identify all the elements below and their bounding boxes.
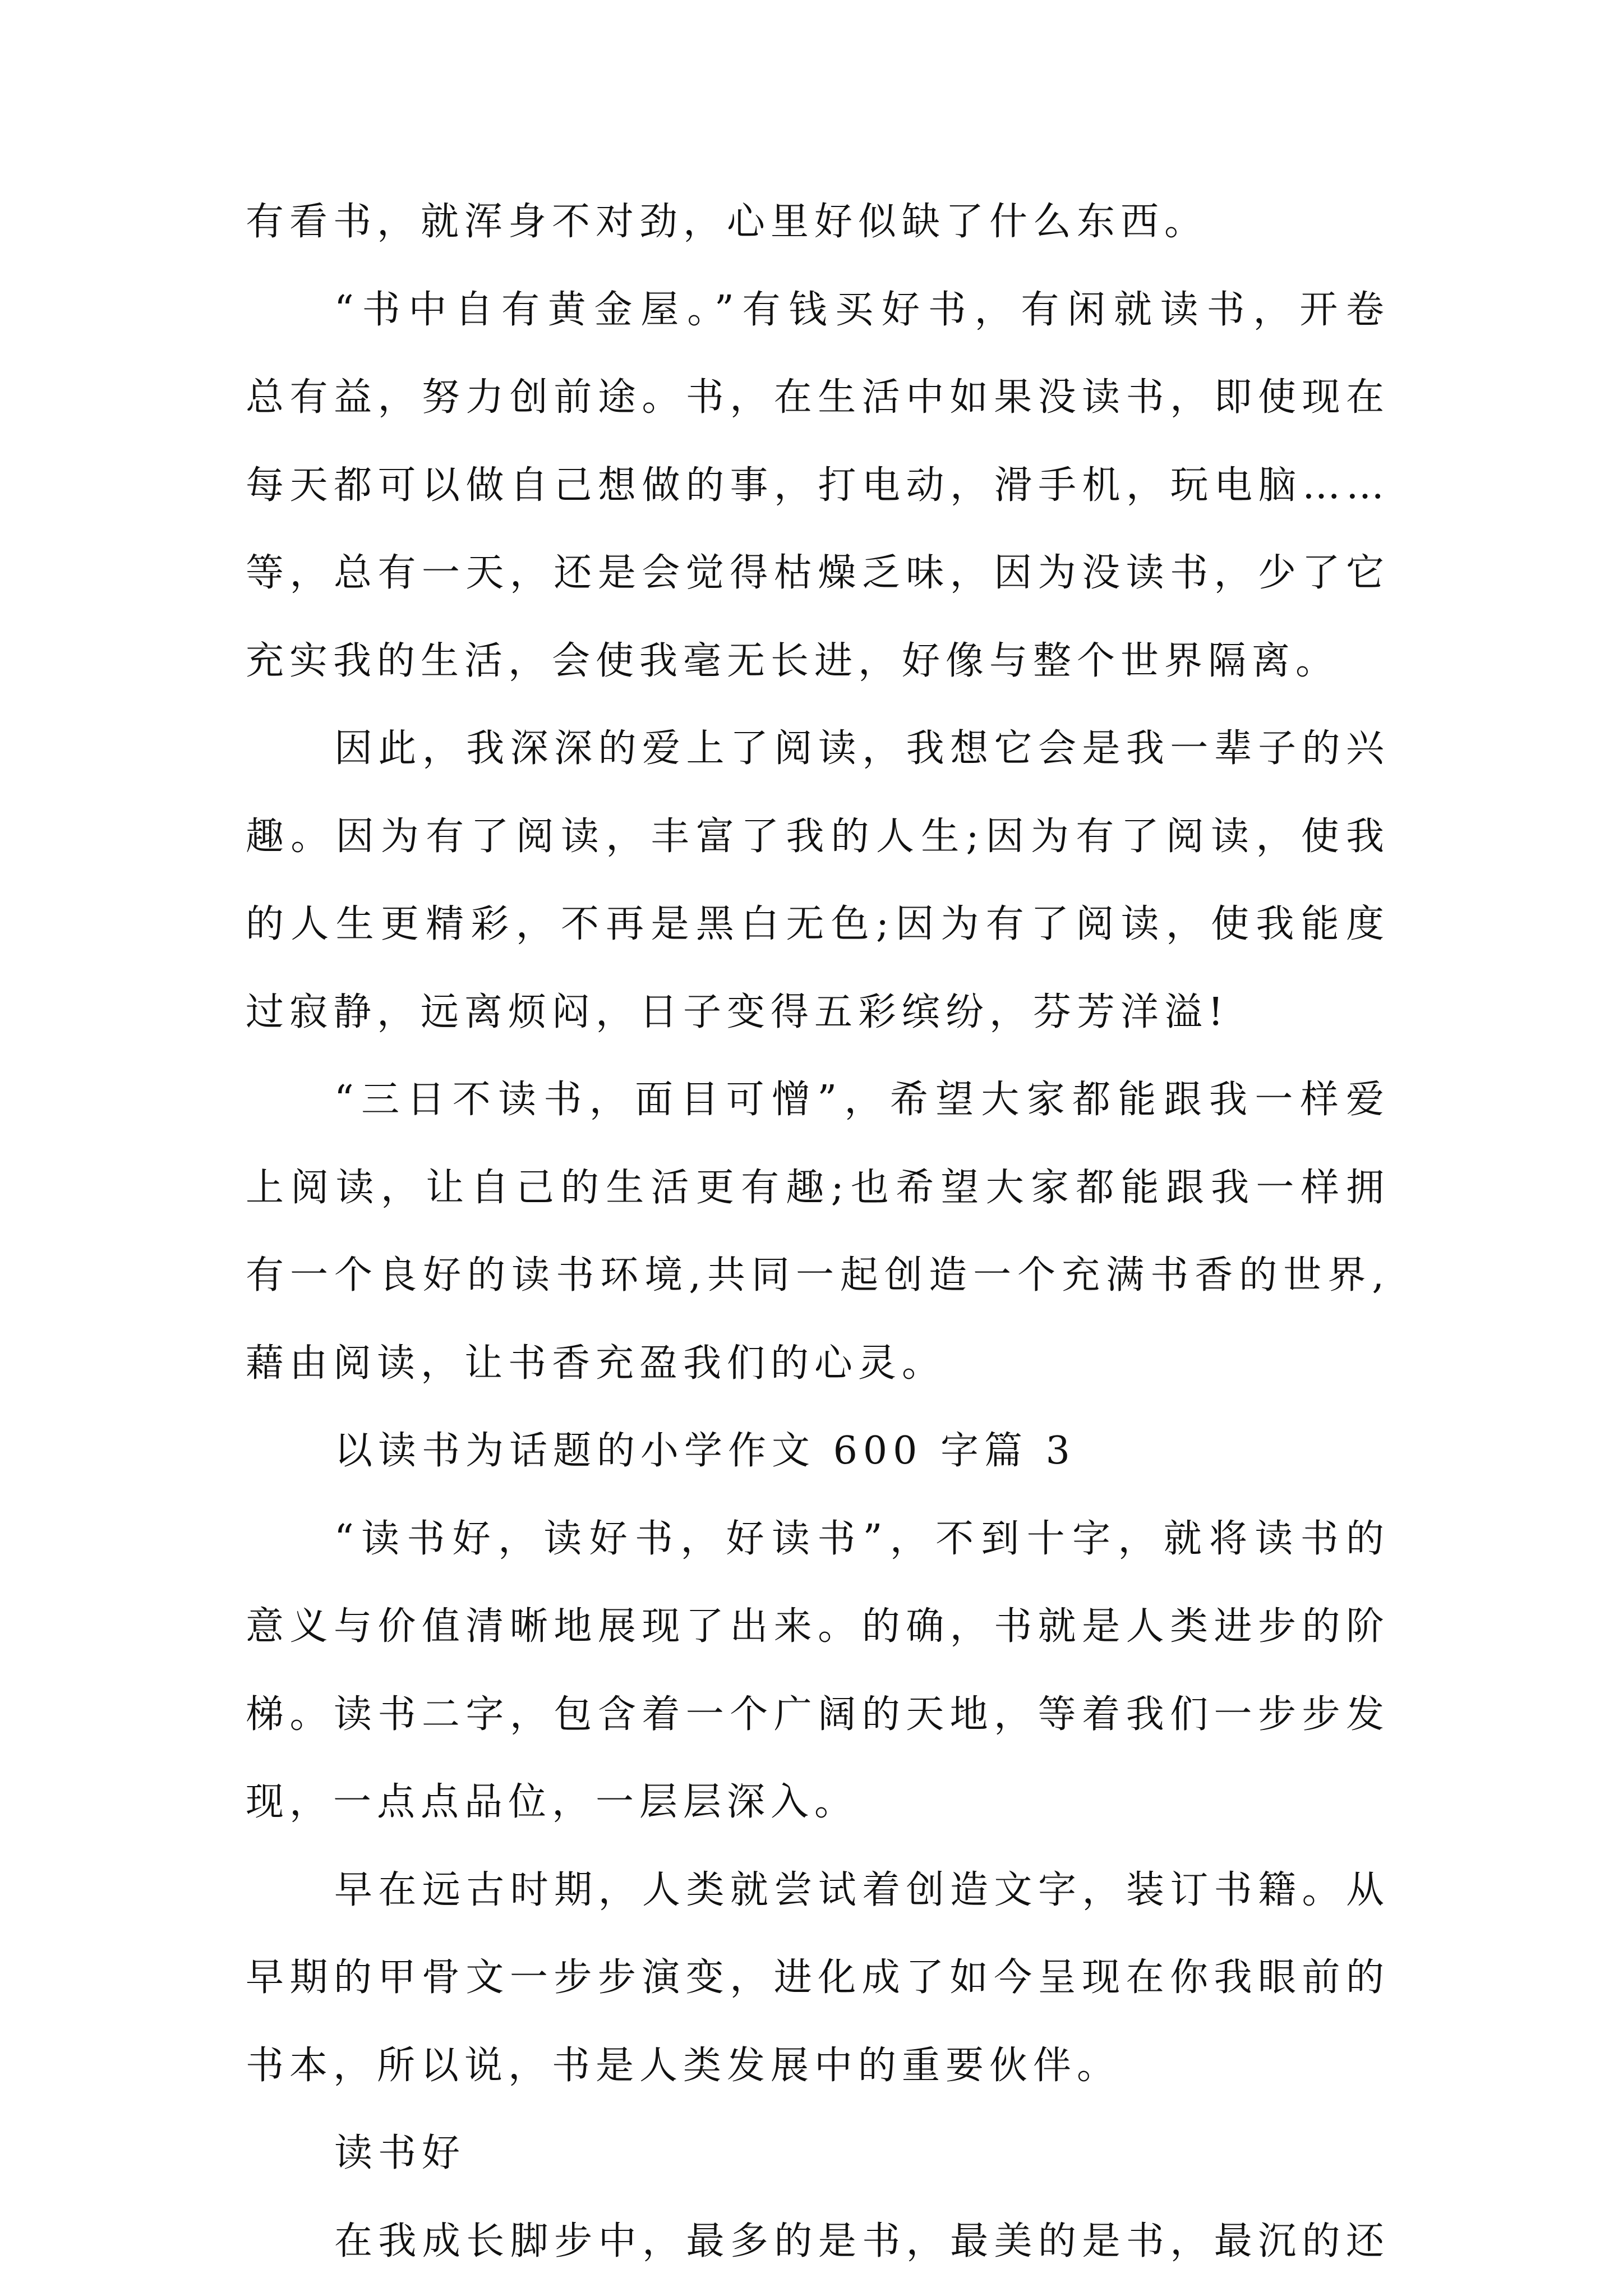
text-line: 现，一点点品位，一层层深入。	[246, 1780, 859, 1824]
text-line: 的人生更精彩，不再是黑白无色;因为有了阅读，使我能度	[246, 902, 1390, 946]
text-line: 以读书为话题的小学作文 600 字篇 3	[334, 1429, 1076, 1473]
text-line: 有一个良好的读书环境,共同一起创造一个充满书香的世界,	[246, 1253, 1390, 1297]
text-line: 因此，我深深的爱上了阅读，我想它会是我一辈子的兴	[334, 726, 1390, 771]
text-line: 早期的甲骨文一步步演变，进化成了如今呈现在你我眼前的	[246, 1955, 1390, 2000]
text-line: 趣。因为有了阅读，丰富了我的人生;因为有了阅读，使我	[246, 814, 1390, 859]
text-line: “三日不读书，面目可憎”，希望大家都能跟我一样爱	[334, 1078, 1390, 1122]
text-line: 书本，所以说，书是人类发展中的重要伙伴。	[246, 2043, 1121, 2088]
text-line: 梯。读书二字，包含着一个广阔的天地，等着我们一步步发	[246, 1692, 1390, 1737]
text-line: 有看书，就浑身不对劲，心里好似缺了什么东西。	[246, 200, 1209, 244]
text-line: “读书好，读好书，好读书”，不到十字，就将读书的	[334, 1516, 1390, 1561]
text-line: 读书好	[334, 2131, 466, 2175]
text-line: 在我成长脚步中，最多的是书，最美的是书，最沉的还	[334, 2219, 1390, 2263]
text-line: 意义与价值清晰地展现了出来。的确，书就是人类进步的阶	[246, 1604, 1390, 1649]
text-line: “书中自有黄金屋。”有钱买好书，有闲就读书，开卷	[334, 287, 1390, 332]
text-line: 过寂静，远离烦闷，日子变得五彩缤纷，芬芳洋溢!	[246, 990, 1229, 1034]
text-line: 等，总有一天，还是会觉得枯燥乏味，因为没读书，少了它	[246, 551, 1390, 595]
text-line: 上阅读，让自己的生活更有趣;也希望大家都能跟我一样拥	[246, 1165, 1390, 1210]
text-line: 每天都可以做自己想做的事，打电动，滑手机，玩电脑……	[246, 463, 1390, 508]
text-line: 总有益，努力创前途。书，在生活中如果没读书，即使现在	[246, 375, 1390, 420]
text-line: 早在远古时期，人类就尝试着创造文字，装订书籍。从	[334, 1867, 1390, 1912]
text-line: 充实我的生活，会使我毫无长进，好像与整个世界隔离。	[246, 638, 1340, 683]
text-line: 藉由阅读，让书香充盈我们的心灵。	[246, 1341, 946, 1386]
